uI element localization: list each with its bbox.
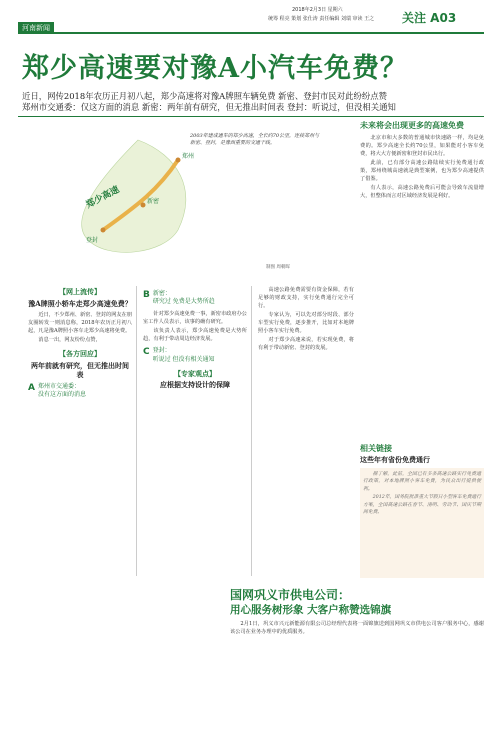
dengfeng-dot: [101, 228, 106, 233]
label-xinmi: 新密: [147, 198, 160, 205]
subtitle-line-2: 郑州市交通委：仅这方面的消息 新密：两年前有研究，但无推出时间表 登封：听说过，但没相关通知: [22, 102, 396, 112]
qa-letter-a: A: [28, 383, 35, 394]
xinmi-dot: [141, 203, 146, 208]
qa-c: [143, 347, 247, 363]
intro-note: 近日，网传2018年农历正月初八起，郑少高速将对豫A牌照小客车免费，恢复原价。: [30, 129, 117, 141]
map-caption: 2003年建成通车的郑少高速，全长约70公里，连接郑州与新密、登封，是豫西重要的交通干线。: [190, 133, 320, 147]
column-2-head-2: 【专家观点】: [174, 369, 216, 378]
main-headline: 郑少高速要对豫A小汽车免费？: [22, 53, 408, 84]
column-1: [28, 286, 132, 403]
column-3-paragraph: 高速公路免费需要有资金保障，若有足够的财政支持，实行免费通行完全可行。: [258, 287, 354, 310]
column-3: [258, 286, 354, 354]
subtitle-line-1: 近日，网传2018年农历正月初八起，郑少高速将对豫A牌照车辆免费 新密、登封市民对此纷纷点赞: [22, 91, 388, 101]
column-divider: [136, 286, 137, 576]
qa-b: [143, 290, 247, 306]
headline-rule: [18, 116, 484, 117]
article-2-title: 国网巩义市供电公司：: [230, 588, 351, 602]
column-2: [143, 286, 247, 392]
page-header: [0, 0, 500, 38]
column-2-subhead-2: 应根据支持设计的保障: [160, 380, 230, 390]
column-2-paragraph: 针对郑少高速免费一事，新密市政府办公室工作人员表示，该事的确有研究。: [143, 311, 247, 326]
qa-b-line: 研究过 免费是大势所趋: [152, 298, 215, 306]
qa-a-line: 没有这方面的消息: [37, 391, 86, 399]
qa-a: [28, 383, 132, 399]
link-paragraph: 据了解，此前，全国已有多条高速公路实行免费通行政策，对本地牌照小客车免费，为民众出行提供便利。: [363, 472, 481, 492]
right-column-title: 未来将会出现更多的高速免费: [360, 121, 464, 130]
related-link-box: [360, 468, 484, 578]
right-column-text: [360, 134, 484, 201]
right-paragraph: 有人表示，高速公路免费后可能会导致车流量增大，但整体而言对区域经济发展是利好。: [360, 185, 484, 200]
column-1-subhead-2: 两年前就有研究，但无推出时间表: [31, 360, 129, 379]
right-column: [360, 120, 484, 202]
label-dengfeng: 登封: [86, 237, 99, 244]
related-link-title: 相关链接: [360, 444, 392, 453]
editor-credits: 统筹 程亮 策划 张仕涛 责任编辑 刘瑞 审读 王之: [268, 16, 375, 22]
column-1-paragraph: 近日，不少郑州、新密、登封的网友在朋友圈转发一则消息称，2018年农历正月初八起，凡是豫A牌照小客车走郑少高速将免费。: [28, 311, 132, 334]
label-zhengzhou: 郑州: [182, 153, 195, 160]
article-2-subtitle: 用心服务树形象 大客户称赞选锦旗: [230, 604, 392, 616]
header-rule: [18, 32, 484, 34]
column-1-paragraph: 消息一出，网友纷纷点赞，: [38, 337, 101, 344]
column-3-paragraph: 对于郑少高速来说，若实现免费，将有利于带动新密、登封的发展。: [258, 337, 354, 352]
related-link-subtitle: 这些年有省份免费通行: [360, 455, 430, 464]
article-2-text: [230, 620, 484, 637]
map-credit: 制图 周朝晖: [266, 265, 290, 270]
column-3-paragraph: 专家认为，可以先对部分时段、部分车型实行免费，逐步推开，比如对本地牌照小客车实行免费。: [258, 312, 354, 335]
qa-b-line: 新密：: [152, 290, 171, 297]
qa-c-line: 登封：: [152, 347, 171, 355]
issue-date: 2018年2月3日 星期六: [292, 7, 343, 13]
link-paragraph: 2012年，国务院批准重大节假日小型客车免费通行方案，全国高速公路在春节、清明、劳动节、国庆节期间免费。: [363, 495, 481, 516]
qa-letter-c: C: [143, 347, 150, 358]
label-highway: 郑少高速: [84, 184, 122, 211]
section-name: 关注 A03: [402, 11, 457, 25]
column-1-head-2: 【各方回应】: [59, 350, 101, 359]
column-2-paragraph: 该负责人表示，郑少高速免费是大势所趋，有利于带动周边经济发展。: [143, 328, 247, 343]
column-1-head: 【网上流传】: [59, 288, 101, 296]
column-divider: [251, 286, 252, 576]
qa-letter-b: B: [143, 290, 150, 300]
qa-c-line: 听说过 但没有相关通知: [152, 355, 215, 363]
page-tag: 河南新闻: [18, 22, 54, 34]
right-paragraph: 此前，已有部分高速公路陆续实行免费通行政策，郑州绕城高速就是典型案例，也为郑少高速提供了借鉴。: [360, 160, 484, 183]
right-paragraph: 北京市和大多数的普通城市快速路一样，均是免费的。郑少高速全长约70公里，如果能对小客车免费，将大大方便新密和登封市民出行。: [360, 135, 484, 158]
column-1-subhead: 豫A牌照小轿车走郑少高速免费？: [28, 298, 132, 308]
qa-a-line: 郑州市交通委：: [37, 383, 80, 391]
zhengzhou-dot: [176, 158, 181, 163]
article-2-paragraph: 2月1日，巩义市兴元新能源有限公司总经理代表将一面锦旗送到国网巩义市供电公司客户服务中心，感谢该公司在业务办理中的优质服务。: [230, 621, 484, 636]
